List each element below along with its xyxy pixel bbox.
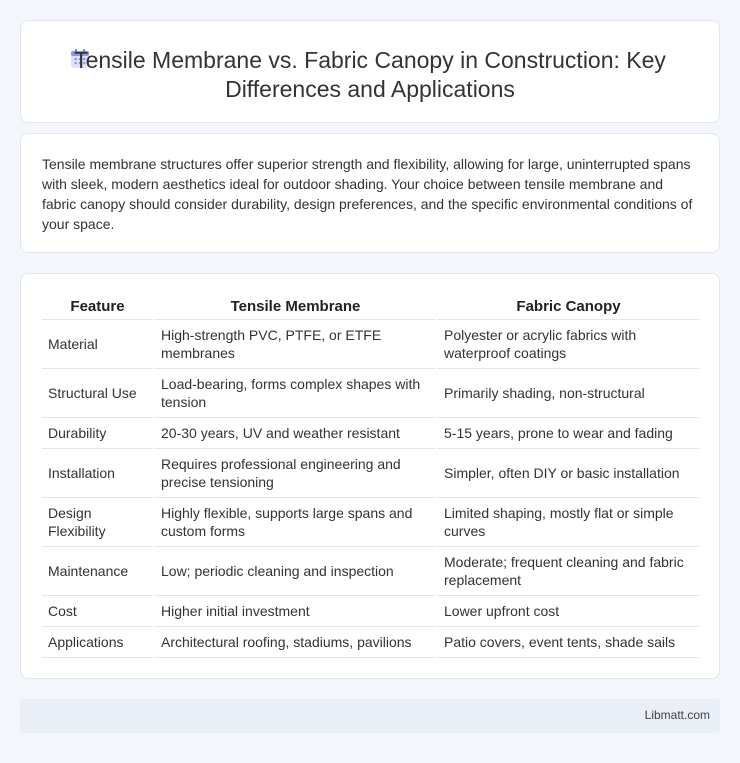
canopy-cell: 5-15 years, prone to wear and fading — [437, 418, 699, 449]
page-title: Tensile Membrane vs. Fabric Canopy in Construction: Key Differences and Applications — [74, 47, 666, 102]
tensile-cell: High-strength PVC, PTFE, or ETFE membranes — [154, 320, 437, 369]
tensile-cell: 20-30 years, UV and weather resistant — [154, 418, 437, 449]
footer — [20, 699, 720, 733]
comparison-card — [20, 273, 720, 679]
feature-cell: Design Flexibility — [42, 498, 154, 547]
canopy-cell: Moderate; frequent cleaning and fabric replacement — [437, 547, 699, 596]
table-row — [42, 547, 699, 596]
header-tensile-membrane: Tensile Membrane — [154, 295, 437, 320]
tensile-cell: Highly flexible, supports large spans and custom forms — [154, 498, 437, 547]
canopy-cell: Primarily shading, non-structural — [437, 369, 699, 418]
tensile-cell: Architectural roofing, stadiums, pavilions — [154, 627, 437, 658]
header-feature: Feature — [42, 295, 154, 320]
feature-cell: Installation — [42, 449, 154, 498]
table-row — [42, 320, 699, 369]
table-row — [42, 627, 699, 658]
tensile-cell: Requires professional engineering and precise tensioning — [154, 449, 437, 498]
footer-brand: Libmatt.com — [644, 708, 710, 722]
canopy-cell: Simpler, often DIY or basic installation — [437, 449, 699, 498]
table-row — [42, 596, 699, 627]
table-row — [42, 498, 699, 547]
canopy-cell: Polyester or acrylic fabrics with waterproof coatings — [437, 320, 699, 369]
table-row — [42, 449, 699, 498]
canopy-cell: Patio covers, event tents, shade sails — [437, 627, 699, 658]
tensile-cell: Higher initial investment — [154, 596, 437, 627]
canopy-cell: Limited shaping, mostly flat or simple curves — [437, 498, 699, 547]
intro-text: Tensile membrane structures offer superior strength and flexibility, allowing for large, uninterrupted spans with sleek, modern aesthetics ideal for outdoor shading. Your choice between tensile membrane and fabric canopy should consider durability, design preferences, and the specific environmental conditions of your space. — [42, 156, 693, 232]
table-row — [42, 418, 699, 449]
tensile-cell: Load-bearing, forms complex shapes with tension — [154, 369, 437, 418]
title-card — [20, 20, 720, 123]
feature-cell: Durability — [42, 418, 154, 449]
comparison-table — [42, 295, 699, 658]
table-row — [42, 369, 699, 418]
feature-cell: Maintenance — [42, 547, 154, 596]
feature-cell: Material — [42, 320, 154, 369]
header-fabric-canopy: Fabric Canopy — [437, 295, 699, 320]
feature-cell: Structural Use — [42, 369, 154, 418]
intro-card — [20, 133, 720, 253]
feature-cell: Applications — [42, 627, 154, 658]
feature-cell: Cost — [42, 596, 154, 627]
canopy-cell: Lower upfront cost — [437, 596, 699, 627]
tensile-cell: Low; periodic cleaning and inspection — [154, 547, 437, 596]
table-header-row — [42, 295, 699, 320]
